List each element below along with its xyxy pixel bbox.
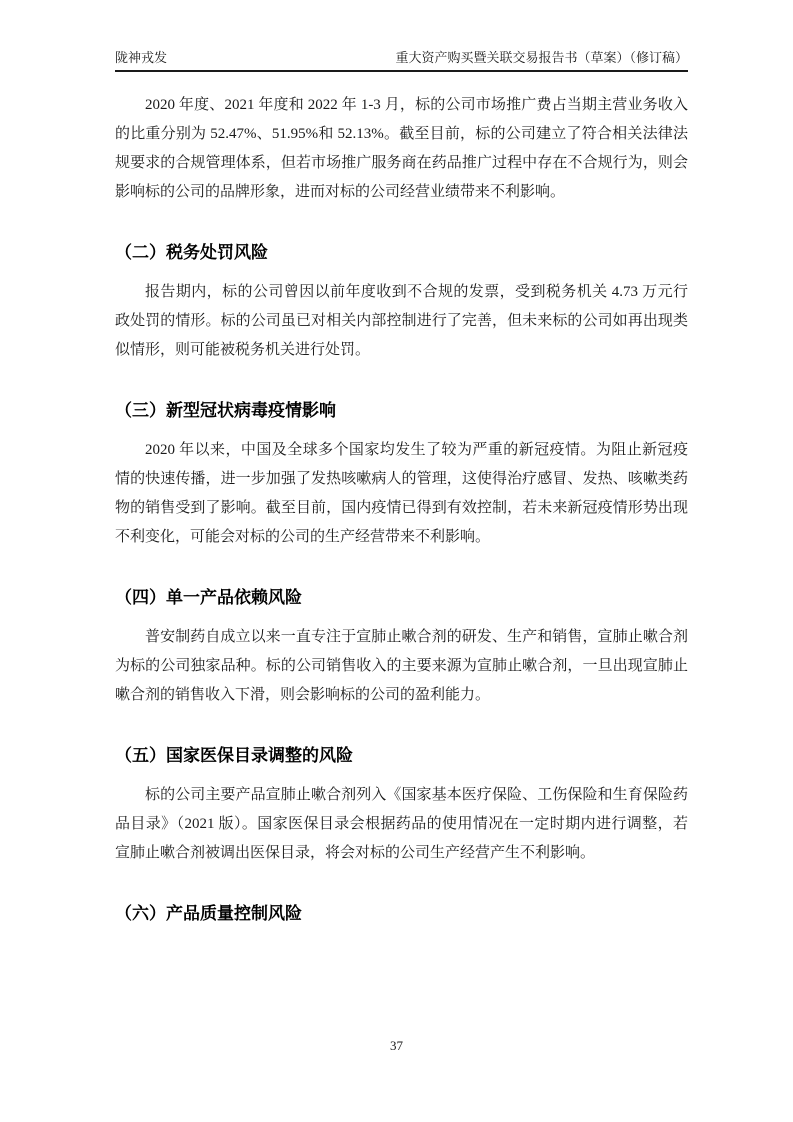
paragraph-single-product-risk: 普安制药自成立以来一直专注于宣肺止嗽合剂的研发、生产和销售，宣肺止嗽合剂为标的公司独家品种。标的公司销售收入的主要来源为宣肺止嗽合剂，一旦出现宣肺止嗽合剂的销售收入下滑，则会影响标的公司的盈利能力。 bbox=[115, 629, 688, 703]
document-body bbox=[115, 91, 688, 939]
section-heading-medical-insurance-catalog-risk: （五）国家医保目录调整的风险 bbox=[115, 746, 353, 765]
paragraph-covid-impact: 2020 年以来，中国及全球多个国家均发生了较为严重的新冠疫情。为阻止新冠疫情的快速传播，进一步加强了发热咳嗽病人的管理，这使得治疗感冒、发热、咳嗽类药物的销售受到了影响。截至目前，国内疫情已得到有效控制，若未来新冠疫情形势出现不利变化，可能会对标的公司的生产经营带来不利影响。 bbox=[115, 442, 688, 545]
section-heading-tax-penalty-risk: （二）税务处罚风险 bbox=[115, 243, 268, 262]
section-heading-covid-impact: （三）新型冠状病毒疫情影响 bbox=[115, 401, 336, 420]
paragraph-medical-insurance-catalog-risk: 标的公司主要产品宣肺止嗽合剂列入《国家基本医疗保险、工伤保险和生育保险药品目录》（2021 版）。国家医保目录会根据药品的使用情况在一定时期内进行调整，若宣肺止嗽合剂被调出医保目录，将会对标的公司生产经营产生不利影响。 bbox=[115, 787, 688, 861]
section-heading-single-product-risk: （四）单一产品依赖风险 bbox=[115, 588, 302, 607]
page-number: 37 bbox=[390, 1038, 403, 1053]
page-footer bbox=[0, 1038, 793, 1054]
section-heading-product-quality-risk: （六）产品质量控制风险 bbox=[115, 904, 302, 923]
header-company-name: 陇神戎发 bbox=[115, 50, 168, 65]
page-header bbox=[115, 50, 688, 72]
paragraph-market-promotion-risk: 2020 年度、2021 年度和 2022 年 1-3 月，标的公司市场推广费占当期主营业务收入的比重分别为 52.47%、51.95%和 52.13%。截至目前，标的公司建立了符合相关法律法规要求的合规管理体系，但若市场推广服务商在药品推广过程中存在不合规行为，则会影响标的公司的品牌形象，进而对标的公司经营业绩带来不利影响。 bbox=[115, 97, 688, 200]
header-document-title: 重大资产购买暨关联交易报告书（草案）（修订稿） bbox=[395, 50, 688, 65]
paragraph-tax-penalty-risk: 报告期内，标的公司曾因以前年度收到不合规的发票，受到税务机关 4.73 万元行政处罚的情形。标的公司虽已对相关内部控制进行了完善，但未来标的公司如再出现类似情形，则可能被税务机关进行处罚。 bbox=[115, 284, 688, 358]
